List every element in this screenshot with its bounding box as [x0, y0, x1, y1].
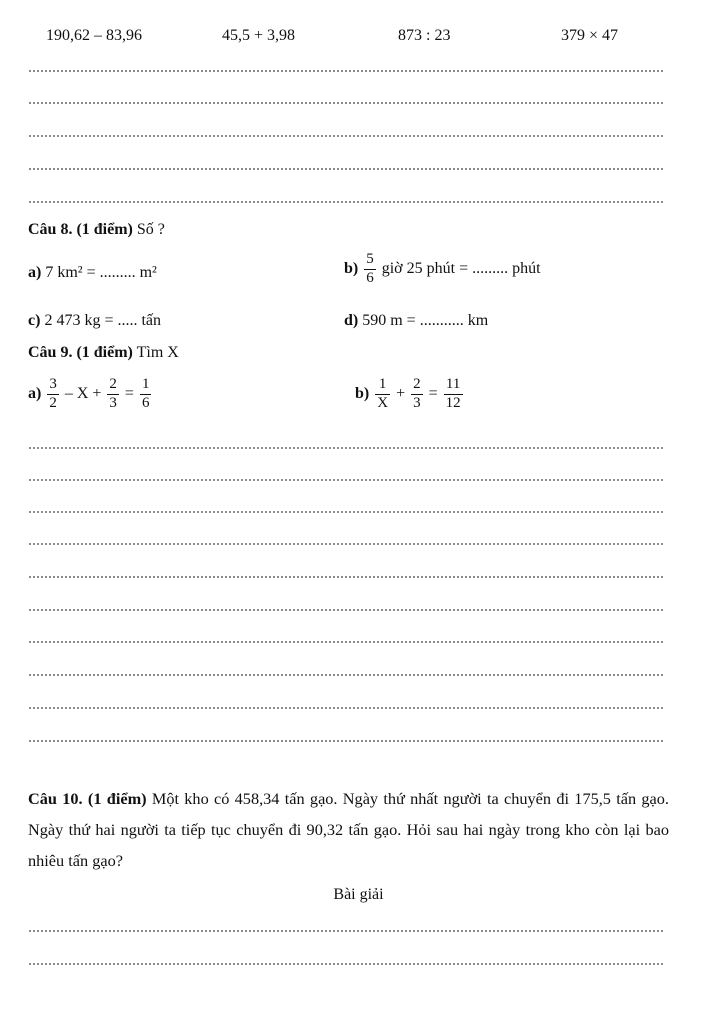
denominator: 3 — [413, 394, 421, 411]
q8-b-numerator: 5 — [364, 252, 376, 270]
q8-prompt: Số ? — [136, 221, 165, 238]
answer-line[interactable] — [28, 511, 664, 513]
q9-a-equals: = — [124, 384, 134, 402]
q8-b-letter: b) — [344, 259, 359, 277]
answer-line[interactable] — [28, 930, 664, 932]
answer-line[interactable] — [28, 201, 664, 203]
q9-prompt: Tìm X — [136, 344, 179, 361]
q8-d-letter: d) — [344, 312, 359, 329]
answer-line[interactable] — [28, 168, 664, 170]
answer-line[interactable] — [28, 707, 664, 709]
q10-text: Một kho có 458,34 tấn gạo. Ngày thứ nhất người ta chuyển đi 175,5 tấn gạo. Ngày thứ hai người ta tiếp tục chuyển đi 90,32 tấn gạo. Hỏi sau hai ngày trong kho còn lại bao nhiêu tấn gạo? — [28, 789, 669, 870]
numerator: 3 — [47, 377, 59, 395]
q9-b-letter: b) — [355, 384, 370, 402]
q10-paragraph — [28, 783, 669, 876]
calc-3: 873 : 23 — [398, 27, 451, 44]
q9-b-equals: = — [428, 384, 438, 402]
q8-b — [344, 252, 541, 287]
q9-b — [355, 377, 465, 412]
numerator: 1 — [140, 377, 152, 395]
denominator: 6 — [141, 394, 150, 411]
answer-line[interactable] — [28, 135, 664, 137]
q8-a-text: 7 km² = ......... m² — [45, 264, 157, 281]
q9-a-fraction-2 — [107, 377, 119, 412]
q8-a-letter: a) — [28, 264, 42, 281]
answer-line[interactable] — [28, 70, 664, 72]
denominator: 12 — [445, 394, 461, 411]
q10-label: Câu 10. — [28, 789, 83, 808]
q8-points: (1 điểm) — [76, 221, 133, 238]
answer-line[interactable] — [28, 447, 664, 449]
answer-line[interactable] — [28, 479, 664, 481]
denominator: X — [377, 394, 389, 411]
calc-4: 379 × 47 — [561, 27, 619, 44]
calc-2: 45,5 + 3,98 — [222, 27, 296, 44]
q8-c-letter: c) — [28, 312, 41, 329]
q9-a — [28, 377, 153, 412]
q8-label: Câu 8. — [28, 221, 73, 238]
q9-b-op: + — [396, 384, 406, 402]
q8-b-text: giờ 25 phút = ......... phút — [381, 259, 541, 277]
solution-heading: Bài giải — [333, 886, 384, 903]
q9-a-op: – X + — [64, 384, 102, 402]
denominator: 3 — [109, 394, 117, 411]
q9-a-fraction-3 — [140, 377, 152, 412]
answer-line[interactable] — [28, 609, 664, 611]
q8-d — [344, 312, 488, 330]
answer-line[interactable] — [28, 576, 664, 578]
answer-line[interactable] — [28, 543, 664, 545]
numerator: 2 — [107, 377, 119, 395]
q9-b-fraction-3 — [444, 377, 463, 412]
denominator: 2 — [49, 394, 57, 411]
q9-b-fraction-2 — [411, 377, 423, 412]
answer-line[interactable] — [28, 963, 664, 965]
q8-b-denominator: 6 — [366, 269, 374, 286]
numerator: 11 — [444, 377, 463, 395]
answer-line[interactable] — [28, 641, 664, 643]
q8-c — [28, 312, 161, 330]
answer-line[interactable] — [28, 740, 664, 742]
q10-points: (1 điểm) — [87, 789, 147, 808]
q9-points: (1 điểm) — [76, 344, 133, 361]
q9-a-letter: a) — [28, 384, 42, 402]
q9-label: Câu 9. — [28, 344, 73, 361]
numerator: 1 — [375, 377, 390, 395]
answer-line[interactable] — [28, 674, 664, 676]
q9-heading — [28, 344, 179, 362]
q8-b-fraction — [364, 252, 376, 287]
calc-1: 190,62 – 83,96 — [46, 27, 142, 44]
q8-a — [28, 264, 157, 282]
q9-a-fraction-1 — [47, 377, 59, 412]
q8-d-text: 590 m = ........... km — [362, 312, 489, 329]
q8-heading — [28, 221, 165, 239]
q9-b-fraction-1 — [375, 377, 390, 412]
q8-c-text: 2 473 kg = ..... tấn — [44, 312, 162, 329]
numerator: 2 — [411, 377, 423, 395]
answer-line[interactable] — [28, 102, 664, 104]
